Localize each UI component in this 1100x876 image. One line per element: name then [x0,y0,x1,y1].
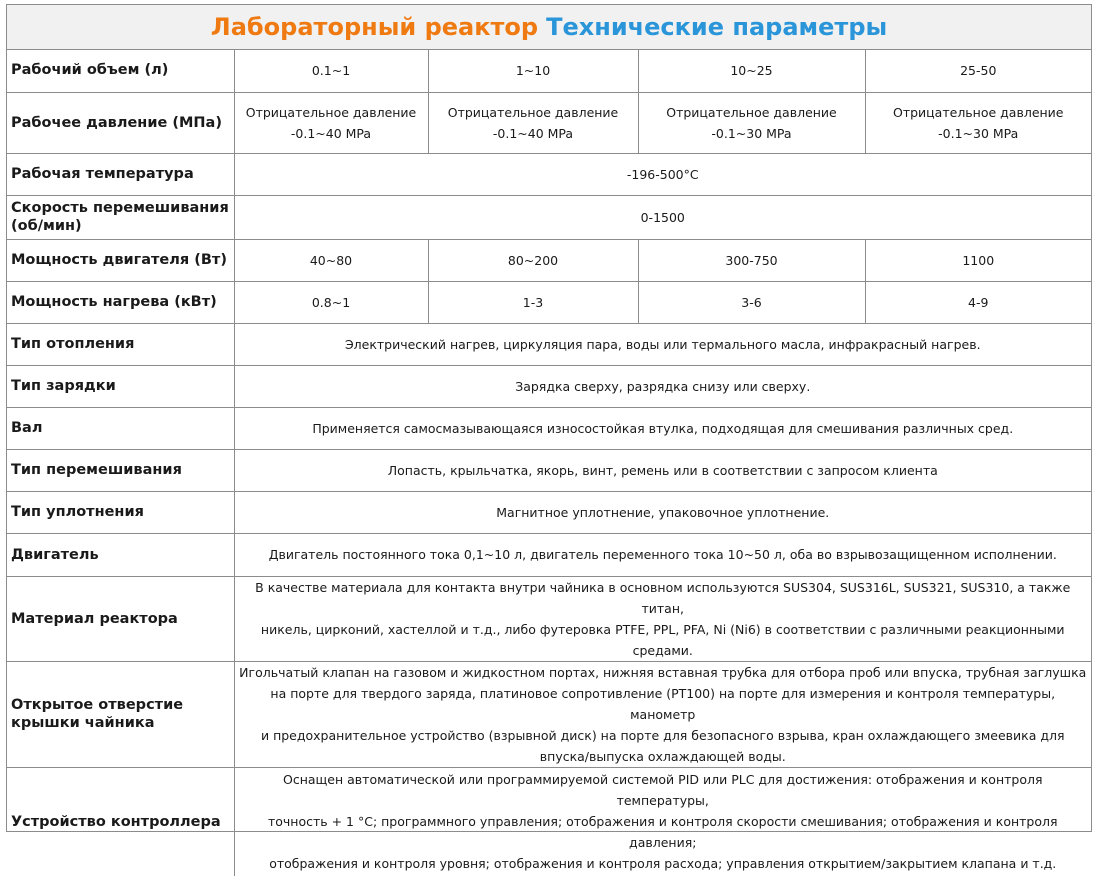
row-label: Тип зарядки [7,365,234,407]
text-line: никель, цирконий, хастеллой и т.д., либо футеровка PTFE, PPL, PFA, Ni (Ni6) в соответствии с различными реакционными средами. [260,621,1065,658]
value-cell: Электрический нагрев, циркуляция пара, воды или термального масла, инфракрасный нагрев. [234,323,1091,365]
text-line: Оснащен автоматической или программируемой системой PID или PLC для достижения: отображения и контроля температуры, [282,772,1043,809]
value-cell: -196-500°C [234,153,1091,195]
value-cell: 0-1500 [234,195,1091,239]
row-label: Рабочее давление (МПа) [7,92,234,153]
row-charging-type [7,365,1091,407]
spec-table [7,49,1091,876]
text-line: -0.1~40 MPa [290,125,372,141]
row-label [7,195,234,239]
value-cell: 1-3 [428,281,638,323]
text-line: Отрицательное давление [666,104,837,120]
text-line: Отрицательное давление [893,104,1064,120]
text-line: отображения и контроля уровня; отображения и контроля расхода; управления открытием/закрытием клапана и т.д. [269,856,1057,872]
page-title [7,5,1091,50]
value-cell [234,576,1091,661]
value-cell [638,92,865,153]
value-cell: 1~10 [428,49,638,92]
row-label: Тип отопления [7,323,234,365]
value-cell: 300-750 [638,239,865,281]
row-lid-ports [7,661,1091,767]
row-controller [7,767,1091,876]
value-cell: 1100 [865,239,1091,281]
row-label [7,661,234,767]
text-line: Отрицательное давление [245,104,417,120]
value-cell: 4-9 [865,281,1091,323]
title-subject: Технические параметры [546,13,888,41]
text-line: -0.1~30 MPa [711,125,792,141]
text-line: точность + 1 °C; программного управления; отображения и контроля скорости смешивания; отображения и контроля давления; [267,814,1058,851]
row-label: Мощность двигателя (Вт) [7,239,234,281]
text-line: -0.1~30 MPa [938,125,1019,141]
row-label: Материал реактора [7,576,234,661]
text-line: Скорость перемешивания [11,200,229,216]
row-stir-speed [7,195,1091,239]
row-temperature [7,153,1091,195]
row-label: Рабочая температура [7,153,234,195]
text-line: Игольчатый клапан на газовом и жидкостном портах, нижняя вставная трубка для отбора проб или впуска, трубная заглушка [239,664,1087,680]
text-line: впуска/выпуска охлаждающей воды. [539,748,786,764]
row-volume [7,49,1091,92]
value-cell [234,661,1091,767]
row-pressure [7,92,1091,153]
value-cell: Магнитное уплотнение, упаковочное уплотнение. [234,491,1091,533]
text-line: В качестве материала для контакта внутри чайника в основном используются SUS304, SUS316L, SUS321, SUS310, а также титан, [255,579,1071,616]
value-cell: Применяется самосмазывающаяся износостойкая втулка, подходящая для смешивания различных сред. [234,407,1091,449]
spec-sheet [6,4,1092,872]
text-line: -0.1~40 MPa [492,125,574,141]
value-cell [234,767,1091,876]
text-line: крышки чайника [11,715,155,731]
text-line: Открытое отверстие [11,697,184,713]
row-seal-type [7,491,1091,533]
value-cell: Зарядка сверху, разрядка снизу или сверху. [234,365,1091,407]
row-label: Двигатель [7,533,234,576]
value-cell: Двигатель постоянного тока 0,1~10 л, двигатель переменного тока 10~50 л, оба во взрывозащищенном исполнении. [234,533,1091,576]
row-label: Устройство контроллера [7,767,234,876]
row-shaft [7,407,1091,449]
row-label: Мощность нагрева (кВт) [7,281,234,323]
value-cell: Лопасть, крыльчатка, якорь, винт, ремень или в соответствии с запросом клиента [234,449,1091,491]
value-cell [865,92,1091,153]
row-label: Рабочий объем (л) [7,49,234,92]
value-cell: 10~25 [638,49,865,92]
value-cell [428,92,638,153]
value-cell: 0.1~1 [234,49,428,92]
row-heating-power [7,281,1091,323]
value-cell: 3-6 [638,281,865,323]
text-line: и предохранительное устройство (взрывной диск) на порте для безопасного взрыва, кран охлаждающего змеевика для [260,727,1065,743]
row-label: Тип уплотнения [7,491,234,533]
row-label: Тип перемешивания [7,449,234,491]
row-motor [7,533,1091,576]
row-reactor-material [7,576,1091,661]
value-cell: 40~80 [234,239,428,281]
text-line: Отрицательное давление [447,104,619,120]
value-cell: 0.8~1 [234,281,428,323]
title-product: Лабораторный реактор [210,13,539,41]
value-cell [234,92,428,153]
row-motor-power [7,239,1091,281]
text-line: (об/мин) [11,218,82,234]
value-cell: 25-50 [865,49,1091,92]
text-line: на порте для твердого заряда, платиновое сопротивление (PT100) на порте для измерения и контроля температуры, манометр [270,685,1056,722]
row-heating-type [7,323,1091,365]
row-stirring-type [7,449,1091,491]
row-label: Вал [7,407,234,449]
value-cell: 80~200 [428,239,638,281]
